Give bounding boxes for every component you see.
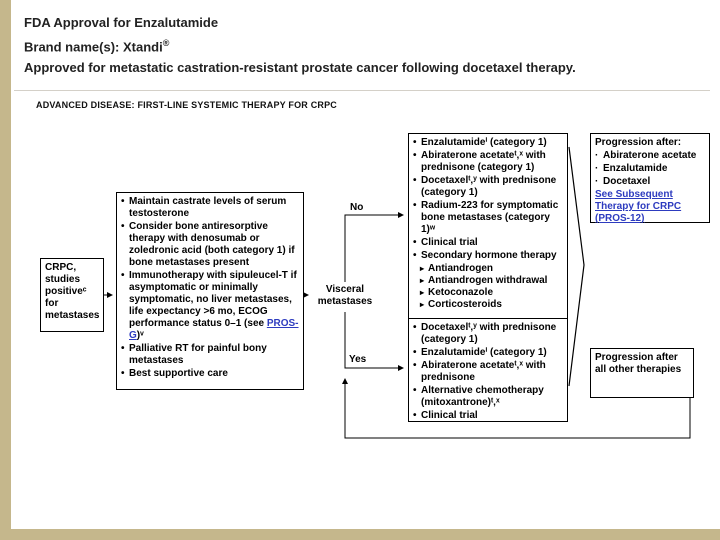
therapy-option: • Secondary hormone therapy [413, 250, 563, 262]
text-segment: )ᵛ [136, 330, 144, 341]
therapy-option: • Abiraterone acetateᵗ,ˣ with prednisone [413, 360, 563, 384]
therapy-sub-option: ▸ Antiandrogen withdrawal [413, 275, 563, 287]
pros-g-link[interactable]: PROS-G [129, 318, 299, 341]
therapy-sub-option: ▸ Ketoconazole [413, 287, 563, 299]
therapy-option: • Clinical trial [413, 410, 563, 422]
progression-after-box [590, 133, 710, 223]
therapy-options-list [413, 322, 563, 422]
first-line-care-box [116, 192, 304, 390]
progression-item: · Abiraterone acetate [595, 150, 705, 162]
care-options-list [121, 196, 299, 380]
care-option: • Maintain castrate levels of serum testosterone [121, 196, 299, 220]
care-option: • Consider bone antiresorptive therapy with denosumab or zoledronic acid (both category 1) if bone metastases present [121, 221, 299, 269]
therapy-options-list [413, 137, 563, 311]
therapy-option: • Clinical trial [413, 237, 563, 249]
text-segment: Immunotherapy with sipuleucel-T if asymptomatic or minimally symptomatic, no liver metastases, life expectancy >6 mo, ECOG performance status 0–1 (see [129, 270, 297, 329]
therapy-option: • Abiraterone acetateᵗ,ˣ with prednisone (category 1) [413, 150, 563, 174]
branch-label-no: No [350, 202, 364, 213]
care-option [121, 270, 299, 342]
therapy-option: • Enzalutamideⁱ (category 1) [413, 347, 563, 359]
therapy-sub-option: ▸ Antiandrogen [413, 263, 563, 275]
flowchart-title: ADVANCED DISEASE: FIRST-LINE SYSTEMIC THERAPY FOR CRPC [36, 100, 337, 110]
subsequent-therapy-link[interactable]: See Subsequent Therapy for CRPC (PROS-12) [595, 189, 682, 224]
progression-title: Progression after: [595, 137, 682, 148]
care-option: • Best supportive care [121, 368, 299, 380]
therapy-option: • Docetaxelᵗ,ʸ with prednisone (category 1) [413, 175, 563, 199]
therapy-option: • Radium-223 for symptomatic bone metastases (category 1)ʷ [413, 200, 563, 236]
care-option: • Palliative RT for painful bony metastases [121, 343, 299, 367]
therapy-sub-option: ▸ Corticosteroids [413, 299, 563, 311]
no-visceral-therapy-box [408, 133, 568, 331]
headline-line-1: FDA Approval for Enzalutamide [24, 15, 219, 30]
visceral-metastases-decision: Visceral metastases [317, 284, 373, 307]
branch-label-yes: Yes [349, 354, 367, 365]
progression-list [595, 150, 705, 188]
therapy-option: • Docetaxelᵗ,ʸ with prednisone (category 1) [413, 322, 563, 346]
brand-name-text: Brand name(s): Xtandi [24, 39, 163, 55]
crpc-start-box: CRPC, studies positiveᶜ for metastases [40, 258, 104, 332]
progression-item: · Docetaxel [595, 176, 705, 188]
visceral-therapy-box [408, 318, 568, 422]
progression-item: · Enzalutamide [595, 163, 705, 175]
progression-all-other-box: Progression after all other therapies [590, 348, 694, 398]
therapy-option: • Enzalutamideⁱ (category 1) [413, 137, 563, 149]
therapy-option: • Alternative chemotherapy (mitoxantrone)ᵗ,ˣ [413, 385, 563, 409]
headline-line-3: Approved for metastatic castration-resistant prostate cancer following docetaxel therapy. [24, 60, 576, 76]
registered-mark: ® [162, 38, 170, 48]
